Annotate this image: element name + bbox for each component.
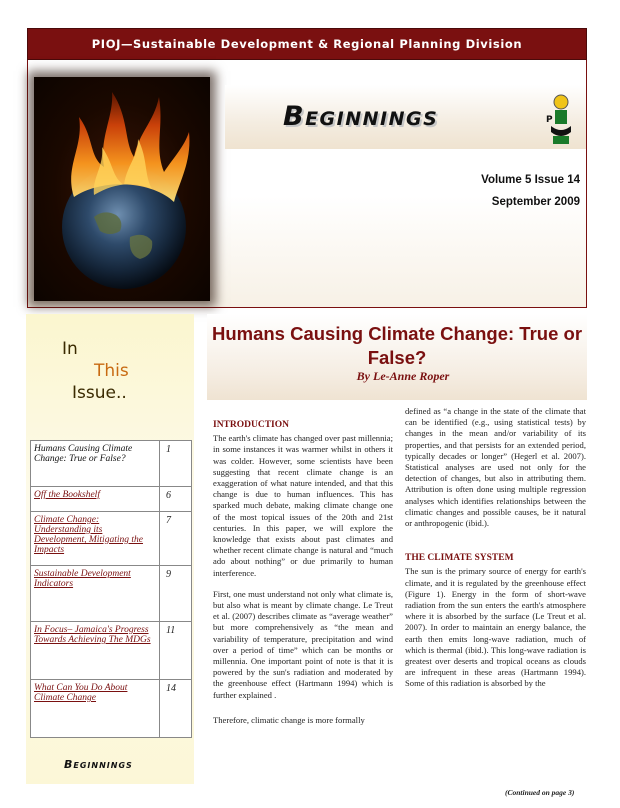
paragraph: The sun is the primary source of energy for earth's climate, and it is regulated by the greenhouse effect (Figure 1). Energy in the form of short-wave radiation from the sun enters the earth's atmosphere where it is absorbed by the surface (Le Treut et al. 2007). In order to maintain an energy balance, the earth then emits long-wave radiation, much of which is thermal (ibid.). This long-wave radiation is greatest over deserts and tropical oceans as clouds are infrequent in these areas (Hartmann 1994). Some of this radiation is absorbed by the (405, 566, 586, 689)
cover-photo-burning-earth (34, 77, 210, 301)
pioj-logo (543, 92, 579, 148)
toc-link[interactable]: In Focus– Jamaica's Progress Towards Achieving The MDGs (34, 625, 151, 645)
toc-row[interactable] (31, 622, 192, 680)
paragraph: Therefore, climatic change is more formally (213, 714, 365, 725)
toc-page: 14 (160, 680, 192, 738)
toc-page: 7 (160, 512, 192, 566)
toc-link[interactable]: What Can You Do About Climate Change (34, 683, 128, 703)
toc-page: 9 (160, 566, 192, 622)
issue-date: September 2009 (491, 196, 580, 208)
issue-volume: Volume 5 Issue 14 (481, 174, 580, 186)
toc-title[interactable]: Humans Causing Climate Change: True or False? (31, 441, 160, 487)
toc-page: 1 (160, 441, 192, 487)
toc-row[interactable] (31, 441, 192, 487)
article-byline: By Le-Anne Roper (356, 369, 450, 383)
toc-title-cell (31, 622, 160, 680)
heading-this: This (94, 361, 129, 381)
toc-link[interactable]: Off the Bookshelf (34, 490, 100, 500)
toc-title-cell (31, 512, 160, 566)
heading-in: In (62, 339, 78, 359)
article-headline: Humans Causing Climate Change: True or False? (211, 323, 583, 368)
toc-link[interactable]: Climate Change: Understanding its Development, Mitigating the Impacts (34, 515, 143, 555)
sidebar-footer-title: Beginnings (64, 758, 133, 771)
section-heading-climate-system: THE CLIMATE SYSTEM (405, 553, 514, 564)
article-column-2 (405, 406, 586, 700)
toc-title-cell (31, 487, 160, 512)
newsletter-title: Beginnings (283, 101, 439, 132)
article-column-1 (213, 420, 393, 736)
paragraph: The earth's climate has changed over past millennia; in some instances it was warmer whilst in others it was colder. However, some scientists have been suggesting that recent climate change is an exaggeration of what nature intended, and that this change is due to human influences. This has sparked much debate, making climate change one of the most topical issues of the 20th and 21st centuries. In this paper, we will explore the knowledge that exists about past climates and whether recent climate change is natural and “much ado about nothing” or due primarily to human interference. (213, 433, 393, 578)
toc-title-cell (31, 680, 160, 738)
paragraph: First, one must understand not only what climate is, but also what is meant by climate change. Le Treut et al. (2007) describes climate as “average weather” but more comprehensively as “the mean and variability of temperature, precipitation and wind over a period of time” which can be months or millennia. One important point of note is that it is powered by the sun's radiation and moderated by the greenhouse effect (Hartmann 1994) which is further explained . (213, 588, 393, 700)
table-of-contents (30, 440, 192, 738)
section-heading-introduction: INTRODUCTION (213, 420, 290, 430)
svg-text:P: P (546, 115, 553, 125)
paragraph: defined as “a change in the state of the climate that can be identified (e.g., using statistical tests) by changes in the mean and/or variability of its properties, and that persists for an extended period, typically decades or longer” (Hegerl et al. 2007). Statistical analyses are used not only for the detection of changes, but also in attributing them. Attribution is often done using multiple regression analyses which identifies relationships between the climatic changes and possible causes, be it natural or anthropogenic (ibid.). (405, 406, 586, 529)
toc-page: 11 (160, 622, 192, 680)
toc-row[interactable] (31, 512, 192, 566)
continued-note: (Continued on page 3) (505, 788, 575, 797)
toc-row[interactable] (31, 566, 192, 622)
toc-page: 6 (160, 487, 192, 512)
toc-row[interactable] (31, 680, 192, 738)
toc-row[interactable] (31, 487, 192, 512)
heading-issue: Issue.. (72, 383, 127, 403)
toc-title-cell (31, 566, 160, 622)
division-banner: PIOJ—Sustainable Development & Regional Planning Division (27, 28, 587, 60)
toc-link[interactable]: Sustainable Development Indicators (34, 569, 131, 589)
in-this-issue-heading (62, 338, 129, 404)
